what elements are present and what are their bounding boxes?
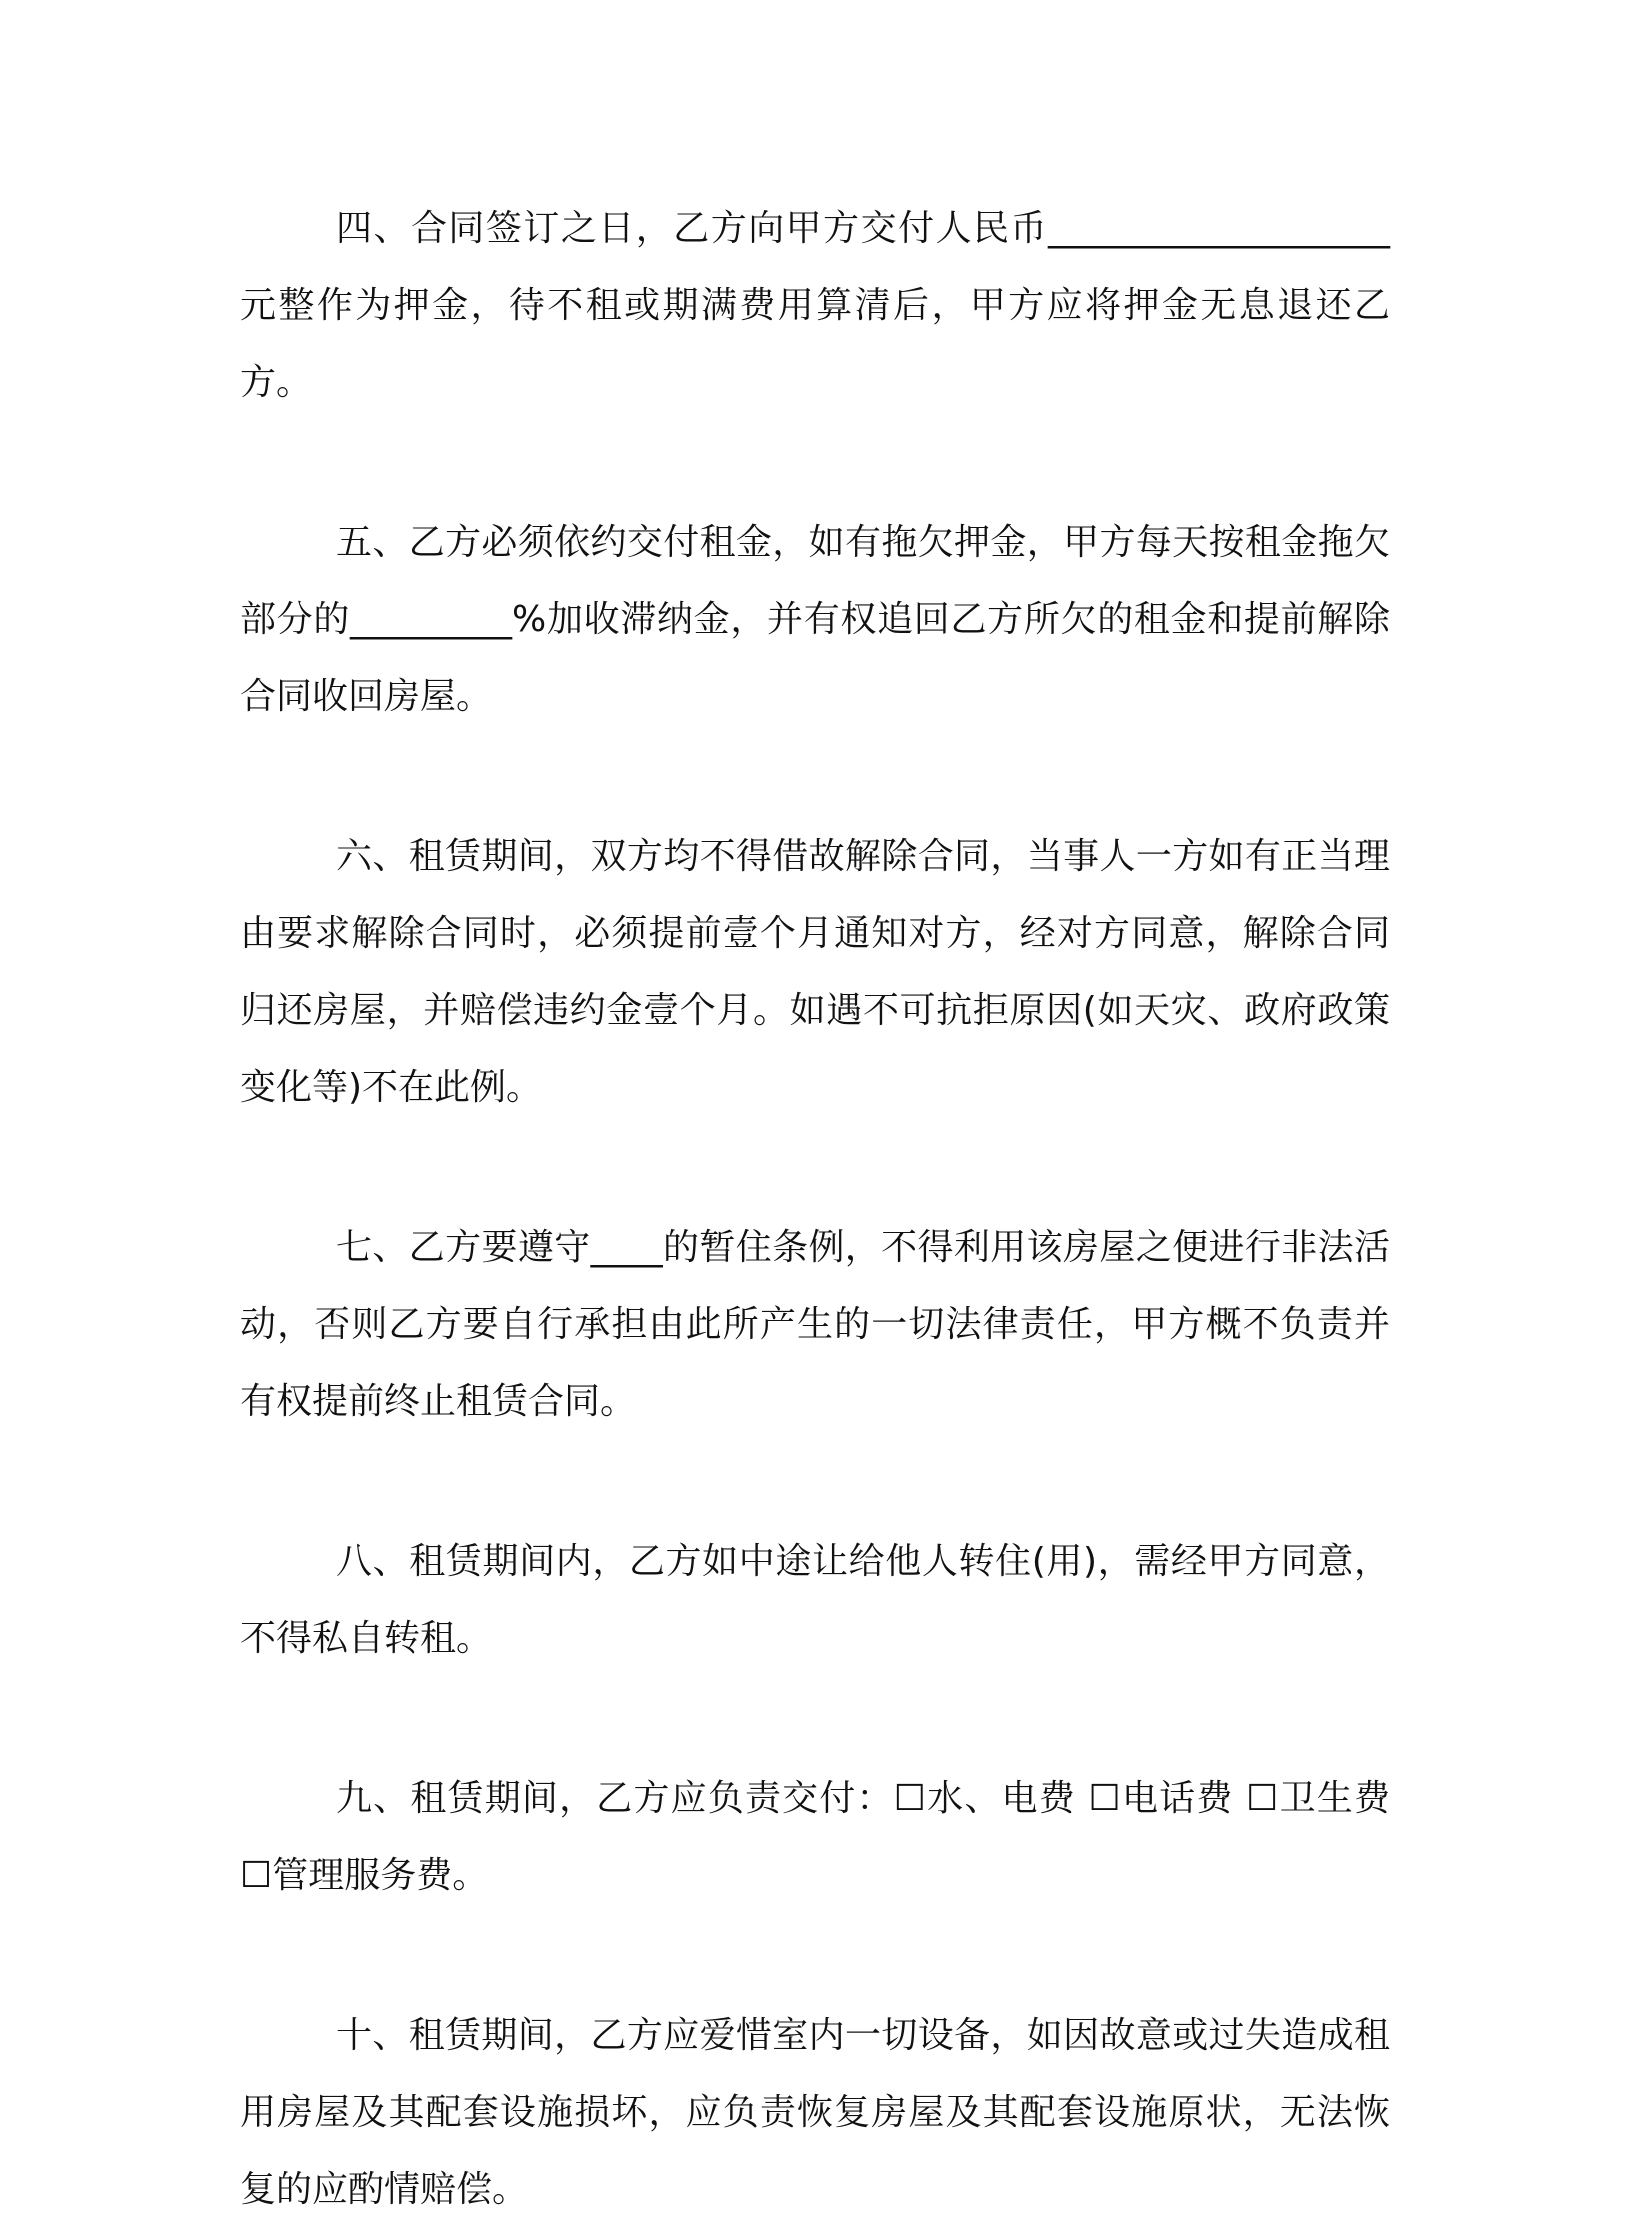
clause-4: 四、合同签订之日，乙方向甲方交付人民币___________________元整作为押金，待不租或期满费用算清后，甲方应将押金无息退还乙方。 xyxy=(240,208,1390,403)
document-body xyxy=(240,190,1390,2228)
clause-5: 五、乙方必须依约交付租金，如有拖欠押金，甲方每天按租金拖欠部分的_________%加收滞纳金，并有权追回乙方所欠的租金和提前解除合同收回房屋。 xyxy=(240,522,1390,717)
clause-9: 九、租赁期间，乙方应负责交付：☐水、电费 ☐电话费 ☐卫生费 ☐管理服务费。 xyxy=(240,1778,1390,1896)
clause-7: 七、乙方要遵守____的暂住条例，不得利用该房屋之便进行非法活动，否则乙方要自行承担由此所产生的一切法律责任，甲方概不负责并有权提前终止租赁合同。 xyxy=(240,1227,1390,1422)
clause-10: 十、租赁期间，乙方应爱惜室内一切设备，如因故意或过失造成租用房屋及其配套设施损坏，应负责恢复房屋及其配套设施原状，无法恢复的应酌情赔偿。 xyxy=(240,2015,1390,2210)
clause-6: 六、租赁期间，双方均不得借故解除合同，当事人一方如有正当理由要求解除合同时，必须提前壹个月通知对方，经对方同意，解除合同归还房屋，并赔偿违约金壹个月。如遇不可抗拒原因(如天灾、政府政策变化等)不在此例。 xyxy=(240,836,1390,1108)
clause-8: 八、租赁期间内，乙方如中途让给他人转住(用)，需经甲方同意，不得私自转租。 xyxy=(240,1541,1390,1659)
